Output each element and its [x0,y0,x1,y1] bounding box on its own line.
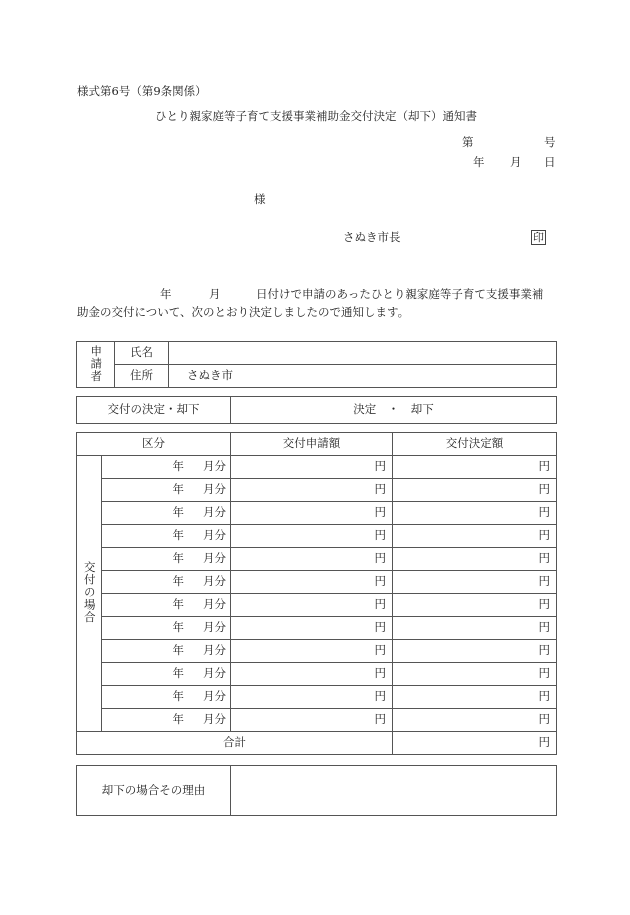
doc-number-prefix: 第 [462,135,474,149]
period-year: 年 [172,459,184,474]
decided-amount[interactable]: 円 [393,686,557,709]
period-month: 月分 [203,643,226,658]
grant-side-label [77,456,102,732]
period-month: 月分 [203,551,226,566]
recipient-suffix: 様 [254,192,266,206]
decided-amount[interactable]: 円 [393,617,557,640]
period-month: 月分 [203,482,226,497]
decision-label: 交付の決定・却下 [77,397,231,424]
period-month: 月分 [203,666,226,681]
decision-field[interactable]: 決定 ・ 却下 [231,397,557,424]
period-month: 月分 [203,597,226,612]
period-year: 年 [172,482,184,497]
date-day: 日 [544,155,556,169]
applied-amount[interactable]: 円 [231,525,393,548]
applicant-table [76,341,557,388]
total-label: 合計 [77,732,393,755]
decided-amount[interactable]: 円 [393,594,557,617]
table-row-period [102,571,231,594]
table-row-period [102,502,231,525]
decided-amount[interactable]: 円 [393,548,557,571]
decided-amount[interactable]: 円 [393,663,557,686]
rejection-label: 却下の場合その理由 [77,766,231,816]
period-month: 月分 [203,689,226,704]
decision-table [76,396,557,424]
period-month: 月分 [203,574,226,589]
applied-amount[interactable]: 円 [231,594,393,617]
rejection-reason-field[interactable] [231,766,557,816]
period-year: 年 [172,620,184,635]
applied-amount[interactable]: 円 [231,456,393,479]
body-year: 年 [160,287,172,301]
header-category: 区分 [77,433,231,456]
rejection-table [76,765,557,816]
date-month: 月 [510,155,522,169]
period-year: 年 [172,597,184,612]
period-month: 月分 [203,505,226,520]
decided-amount[interactable]: 円 [393,456,557,479]
decided-amount[interactable]: 円 [393,640,557,663]
table-row-period [102,640,231,663]
address-label: 住所 [115,365,169,388]
header-decided: 交付決定額 [393,433,557,456]
decided-amount[interactable]: 円 [393,479,557,502]
period-year: 年 [172,712,184,727]
table-row-period [102,525,231,548]
period-year: 年 [172,528,184,543]
address-field[interactable]: さぬき市 [169,365,557,388]
applied-amount[interactable]: 円 [231,709,393,732]
name-label: 氏名 [115,342,169,365]
period-year: 年 [172,689,184,704]
decided-amount[interactable]: 円 [393,709,557,732]
applied-amount[interactable]: 円 [231,640,393,663]
period-year: 年 [172,505,184,520]
period-month: 月分 [203,528,226,543]
applied-amount[interactable]: 円 [231,617,393,640]
table-row-period [102,479,231,502]
period-month: 月分 [203,459,226,474]
total-amount[interactable]: 円 [393,732,557,755]
header-applied: 交付申請額 [231,433,393,456]
applied-amount[interactable]: 円 [231,479,393,502]
applied-amount[interactable]: 円 [231,663,393,686]
applicant-label [77,342,115,388]
table-row-period [102,686,231,709]
decided-amount[interactable]: 円 [393,502,557,525]
body-line1: 日付けで申請のあったひとり親家庭等子育て支援事業補 [256,287,544,301]
date-year: 年 [473,155,485,169]
applied-amount[interactable]: 円 [231,686,393,709]
grant-table [76,432,557,755]
table-row-period [102,663,231,686]
table-row-period [102,709,231,732]
decided-amount[interactable]: 円 [393,571,557,594]
doc-number-suffix: 号 [544,135,556,149]
applied-amount[interactable]: 円 [231,548,393,571]
table-row-period [102,456,231,479]
table-row-period [102,548,231,571]
applied-amount[interactable]: 円 [231,571,393,594]
applied-amount[interactable]: 円 [231,502,393,525]
decided-amount[interactable]: 円 [393,525,557,548]
body-month: 月 [209,287,221,301]
period-year: 年 [172,666,184,681]
period-year: 年 [172,551,184,566]
table-row-period [102,594,231,617]
grant-side-label-text: 交付の場合 [82,561,97,624]
seal-mark: 印 [533,231,544,244]
period-month: 月分 [203,620,226,635]
issuer: さぬき市長 [343,230,401,244]
applicant-label-text: 申請者 [89,344,104,382]
document-title: ひとり親家庭等子育て支援事業補助金交付決定（却下）通知書 [155,109,477,123]
period-month: 月分 [203,712,226,727]
form-id: 様式第6号（第9条関係） [77,84,207,98]
table-row-period [102,617,231,640]
period-year: 年 [172,643,184,658]
body-line2: 助金の交付について、次のとおり決定しましたので通知します。 [77,305,410,319]
name-field[interactable] [169,342,557,365]
period-year: 年 [172,574,184,589]
